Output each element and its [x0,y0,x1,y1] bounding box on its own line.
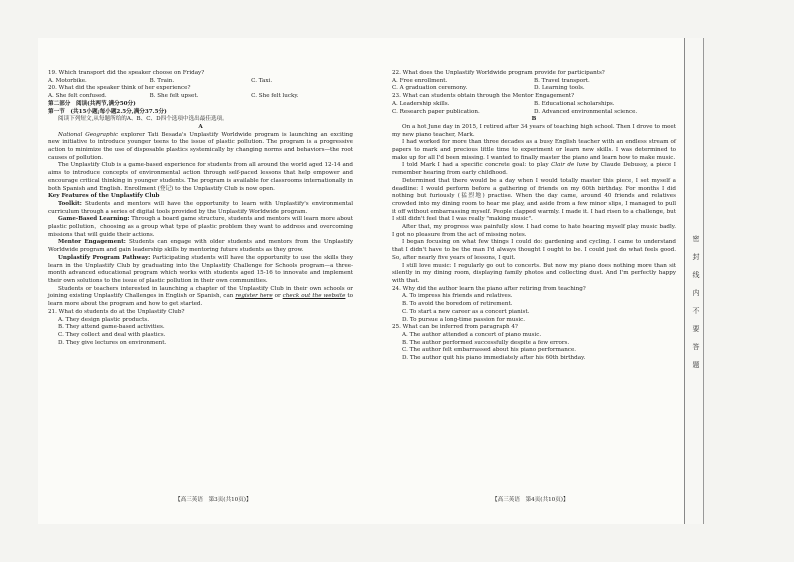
option-d: D. They give lectures on environment. [58,339,167,346]
binding-edge-line [703,38,704,524]
option-c: C. To start a new career as a concert pianist. [402,308,530,315]
paragraph-text: explorer Tati Besada's Unplastify Worldwide program is launching an exciting new initiative to introduce younger teens to the issue of plastic pollution. The program is a progressive action to minimize the use of disposable plastics systemically by changing norms and behaviors—the root causes of pollution. [48,131,353,161]
passage-a-paragraph-1 [48,132,353,163]
question-23-options [392,109,676,117]
question-23: 23. What can students obtain through the Mentor Engagement? [392,93,575,100]
option-a: A. Leadership skills. [392,100,450,107]
seal-char: 题 [692,361,700,369]
paragraph-text: by Claude Debussy, a piece I remember hearing from early childhood. [392,162,676,177]
option-c: C. They collect and deal with plastics. [58,331,166,338]
seal-char: 密 [692,235,700,243]
right-column [392,70,676,363]
feature-text: Participating students will have the opportunity to use the skills they learn in the Unplastify Club by graduating into the Unplastify Challenge for Schools program—a three-month advanced educational program which works with students aged 15-16 to innovate and implement their own solutions to the issue of plastic pollution in their own communities. [48,254,353,284]
option-b: B. To avoid the boredom of retirement. [402,301,513,308]
feature-game-based-learning [48,216,353,239]
option-c: C. Taxi. [251,77,273,84]
option-c: C. She felt lucky. [251,93,299,100]
question-20-options [48,93,353,101]
option-b: B. Train. [149,77,175,84]
feature-toolkit [48,201,353,216]
seal-char: 答 [692,343,700,351]
section-heading: 第二部分 阅读(共两节,满分50分) [48,100,136,107]
passage-b-paragraph-1: On a hot June day in 2015, I retired after 34 years of teaching high school. Then I drove to meet my new piano teacher, Mark. [392,123,676,138]
piece-title: Clair de lune [551,162,590,169]
option-a: A. Motorbike. [48,77,87,84]
option-b: B. Travel transport. [534,77,590,84]
passage-b-paragraph-6: I began focusing on what few things I could do: gardening and cycling. I came to understand that I didn't have to be the man I'd always thought I ought to be. I could just do what feels good. So, after nearly five years of lessons, I quit. [392,239,676,261]
option-d: D. Learning tools. [534,85,585,92]
feature-title: Game-Based Learning: [58,216,130,223]
question-23-options [392,101,676,109]
closing-text: or [272,293,283,300]
feature-mentor-engagement [48,239,353,254]
option-b: B. She felt upset. [149,93,199,100]
feature-title: Mentor Engagement: [58,239,126,246]
passage-b-paragraph-7: I still love music: I regularly go out to concerts. But now my piano does nothing more than sit silently in my dining room, displaying family photos and collecting dust. And I'm perfectly happy with that. [392,262,676,284]
question-22-options [392,78,676,86]
option-d: D. Advanced environmental science. [534,108,638,115]
seal-char: 封 [692,253,700,261]
features-heading: Key Features of the Unplastify Club [48,193,160,200]
option-c: C. Research paper publication. [392,108,480,115]
instructions: 阅读下列短文,从每题所给的A、B、C、D四个选项中选出最佳选项。 [58,116,228,123]
passage-b-paragraph-5: After that, my progress was painfully slow. I had come to hate hearing myself play music badly. I got no pleasure from the act of missing notes. [392,224,676,238]
paragraph-text: I told Mark I had a specific concrete goal: to play [402,162,552,169]
option-d: D. To pursue a long-time passion for music. [402,316,526,323]
question-22-options [392,85,676,93]
seal-char: 内 [692,289,700,297]
passage-b-label: B [531,116,537,123]
option-c: C. The author felt embarrassed about his piano performance. [402,347,577,354]
seal-char: 要 [692,325,700,333]
website-link: check out the website [282,293,346,300]
option-b: B. The author performed successfully despite a few errors. [402,339,570,346]
passage-a-label: A [198,123,203,130]
passage-a-paragraph-2: The Unplastify Club is a game-based experience for students from all around the world aged 12-14 and aims to introduce concepts of environmental action through self-paced lessons that help empower and encourage critical thinking in younger students. The program is available for classrooms internationally in both Spanish and English. Enrollment (登记) to the Unplastify Club is now open. [48,162,353,192]
question-21: 21. What do students do at the Unplastify Club? [48,308,185,315]
feature-title: Unplastify Program Pathway: [58,254,151,261]
question-24: 24. Why did the author learn the piano after retiring from teaching? [392,285,586,292]
question-19: 19. Which transport did the speaker choose on Friday? [48,70,205,76]
option-a: A. They design plastic products. [58,316,150,323]
feature-title: Toolkit: [58,200,82,207]
page-footer-right: 【高三英语 第4页(共10页)】 [492,497,569,503]
question-19-options [48,78,353,86]
seal-char: 不 [692,307,700,315]
feature-program-pathway [48,255,353,286]
passage-b-paragraph-4: Determined that there would be a day when I would totally master this piece, I set myself a deadline: I would perform before a gathering of friends on my 60th birthday. For months I did nothing but furiously (猛烈地) practise. When the day came, around 40 friends and relatives crowded into my dining room to hear me play, and aside from a few minor slips, I managed to pull it off without embarrassing myself. People clapped warmly. I made it. I had risen to a challenge, but I still didn't feel that I was really "making music". [392,177,676,223]
closing-text: to learn more about the program and how to get started. [48,293,353,308]
option-d: D. The author quit his piano immediately after his 60th birthday. [402,355,586,362]
passage-b-paragraph-2: I had worked for more than three decades as a busy English teacher with an endless stream of papers to mark and precious little time to experiment or learn new skills. I was determined to make up for all I'd been missing. I wanted to finally master the piano and learn how to make music. [392,139,676,161]
magazine-name: National Geographic [58,131,119,138]
seal-line-warning [690,230,702,374]
passage-a-closing [48,286,353,309]
option-a: A. She felt confused. [48,93,107,100]
closing-text: Students or teachers interested in launching a chapter of the Unplastify Club in their own schools or joining existing Unplastify Challenges in English or Spanish, can [48,285,353,300]
feature-text: Through a board game structure, students and mentors will learn more about plastic pollution，choosing as a group what type of plastic problem they want to address and overcoming missions that will guide their actions. [48,216,353,238]
feature-text: Students and mentors will have the opportunity to learn with Unplastify's environmental curriculum through a series of digital tools provided by the Unplastify Worldwide program. [48,200,353,215]
option-a: A. To impress his friends and relatives. [402,293,513,300]
question-22: 22. What does the Unplastify Worldwide program provide for participants? [392,70,605,76]
option-a: A. The author attended a concert of piano music. [402,331,542,338]
option-b: B. They attend game-based activities. [58,324,165,331]
question-20: 20. What did the speaker think of her experience? [48,85,191,92]
question-25: 25. What can be inferred from paragraph 4? [392,324,518,331]
feature-text: Students can engage with older students and mentors from the Unplastify Worldwide program and gain leadership skills by mentoring future students as they grow. [48,239,354,254]
option-b: B. Educational scholarships. [534,100,615,107]
option-c: C. A graduation ceremony. [392,85,468,92]
page-footer-left: 【高三英语 第3页(共10页)】 [175,497,252,503]
part-heading: 第一节 (共15小题;每小题2.5分,满分37.5分) [48,108,167,115]
option-a: A. Free enrollment. [392,77,448,84]
seal-char: 线 [692,271,700,279]
left-column [48,70,353,347]
passage-b-paragraph-3 [392,162,676,177]
register-link: register here [235,293,273,300]
